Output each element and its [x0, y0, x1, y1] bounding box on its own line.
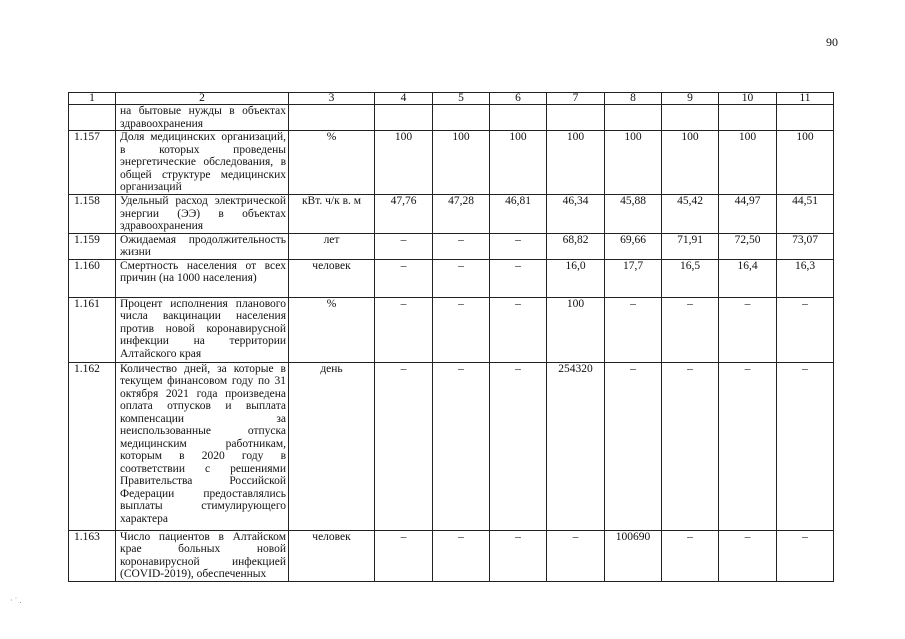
indicator-code [69, 105, 116, 131]
indicator-value-col-11 [777, 105, 834, 131]
indicator-value-col-8: 45,88 [605, 195, 662, 234]
column-header-10: 10 [719, 93, 777, 105]
indicator-unit: % [289, 297, 375, 362]
indicator-value-col-5: – [433, 259, 490, 297]
indicator-name: Количество дней, за которые в текущем финансовом году по 31 октября 2021 года произведена оплата отпусков и выплата компенсации за неиспользованные отпуска медицинским работникам, которым в 2020 году в соответствии с решениями Правительства Российской Федерации предоставлялись выплаты стимулирующего характера [116, 362, 289, 530]
indicator-name: Смертность населения от всех причин (на 1000 населения) [116, 259, 289, 297]
indicator-unit: % [289, 131, 375, 195]
indicator-value-col-9: 45,42 [662, 195, 719, 234]
indicator-table [68, 92, 834, 582]
column-header-8: 8 [605, 93, 662, 105]
indicator-unit: кВт. ч/к в. м [289, 195, 375, 234]
indicator-value-col-8: – [605, 297, 662, 362]
indicator-code: 1.162 [69, 362, 116, 530]
column-header-2: 2 [116, 93, 289, 105]
column-header-6: 6 [490, 93, 547, 105]
indicator-value-col-6: – [490, 233, 547, 259]
indicator-value-col-10: – [719, 530, 777, 581]
indicator-value-col-6: 100 [490, 131, 547, 195]
indicator-value-col-7: – [547, 530, 605, 581]
indicator-value-col-6: – [490, 297, 547, 362]
indicator-unit: человек [289, 530, 375, 581]
column-header-3: 3 [289, 93, 375, 105]
indicator-code: 1.159 [69, 233, 116, 259]
indicator-name: Процент исполнения планового числа вакцинации населения против новой коронавирусной инфекции на территории Алтайского края [116, 297, 289, 362]
table-row [69, 362, 834, 530]
table-body [69, 93, 834, 582]
indicator-value-col-11: – [777, 362, 834, 530]
indicator-value-col-9: 100 [662, 131, 719, 195]
indicator-value-col-10: – [719, 297, 777, 362]
indicator-value-col-9: – [662, 362, 719, 530]
indicator-value-col-9: – [662, 297, 719, 362]
table-row [69, 259, 834, 297]
indicator-value-col-8: 17,7 [605, 259, 662, 297]
indicator-value-col-5 [433, 105, 490, 131]
indicator-value-col-5: – [433, 362, 490, 530]
indicator-unit: день [289, 362, 375, 530]
indicator-value-col-10: 72,50 [719, 233, 777, 259]
column-header-1: 1 [69, 93, 116, 105]
indicator-unit: лет [289, 233, 375, 259]
indicator-value-col-4: – [375, 362, 433, 530]
indicator-code: 1.157 [69, 131, 116, 195]
indicator-unit: человек [289, 259, 375, 297]
indicator-value-col-4: – [375, 530, 433, 581]
indicator-value-col-11: – [777, 530, 834, 581]
indicator-value-col-7: 100 [547, 131, 605, 195]
indicator-value-col-4: 47,76 [375, 195, 433, 234]
table-row [69, 233, 834, 259]
indicator-value-col-6: – [490, 530, 547, 581]
indicator-value-col-4: 100 [375, 131, 433, 195]
indicator-value-col-8: 100 [605, 131, 662, 195]
indicator-value-col-9: 71,91 [662, 233, 719, 259]
indicator-value-col-11: – [777, 297, 834, 362]
scan-artifact-mark: · ˙ . [10, 596, 22, 605]
column-header-4: 4 [375, 93, 433, 105]
indicator-value-col-7 [547, 105, 605, 131]
indicator-value-col-5: – [433, 233, 490, 259]
table-row [69, 297, 834, 362]
indicator-value-col-4: – [375, 259, 433, 297]
indicator-code: 1.158 [69, 195, 116, 234]
indicator-value-col-9 [662, 105, 719, 131]
table-row [69, 530, 834, 581]
indicator-code: 1.161 [69, 297, 116, 362]
indicator-value-col-7: 254320 [547, 362, 605, 530]
table-header-row [69, 93, 834, 105]
indicator-name: Ожидаемая продолжительность жизни [116, 233, 289, 259]
indicator-value-col-7: 68,82 [547, 233, 605, 259]
indicator-value-col-8: – [605, 362, 662, 530]
indicator-value-col-5: – [433, 530, 490, 581]
indicator-value-col-4: – [375, 233, 433, 259]
indicator-value-col-4 [375, 105, 433, 131]
indicator-value-col-6: – [490, 259, 547, 297]
indicator-value-col-5: 47,28 [433, 195, 490, 234]
indicator-value-col-6: 46,81 [490, 195, 547, 234]
page-number: 90 [826, 35, 838, 49]
indicator-value-col-10: – [719, 362, 777, 530]
indicator-value-col-7: 16,0 [547, 259, 605, 297]
column-header-9: 9 [662, 93, 719, 105]
indicator-value-col-5: 100 [433, 131, 490, 195]
indicator-value-col-6: – [490, 362, 547, 530]
indicator-code: 1.163 [69, 530, 116, 581]
indicator-value-col-10 [719, 105, 777, 131]
table-row [69, 195, 834, 234]
indicator-value-col-5: – [433, 297, 490, 362]
indicator-value-col-8 [605, 105, 662, 131]
indicator-value-col-9: 16,5 [662, 259, 719, 297]
indicator-value-col-7: 46,34 [547, 195, 605, 234]
indicator-value-col-9: – [662, 530, 719, 581]
indicator-value-col-4: – [375, 297, 433, 362]
indicator-name: Доля медицинских организаций, в которых проведены энергетические обследования, в общей структуре медицинских организаций [116, 131, 289, 195]
indicator-name: Число пациентов в Алтайском крае больных новой коронавирусной инфекцией (COVID-2019), обеспеченных [116, 530, 289, 581]
column-header-11: 11 [777, 93, 834, 105]
indicator-value-col-10: 100 [719, 131, 777, 195]
indicator-value-col-11: 44,51 [777, 195, 834, 234]
indicator-code: 1.160 [69, 259, 116, 297]
indicator-name: Удельный расход электрической энергии (ЭЭ) в объектах здравоохранения [116, 195, 289, 234]
indicator-value-col-11: 100 [777, 131, 834, 195]
indicator-value-col-8: 69,66 [605, 233, 662, 259]
table-row [69, 105, 834, 131]
column-header-7: 7 [547, 93, 605, 105]
indicator-value-col-10: 16,4 [719, 259, 777, 297]
indicator-value-col-11: 16,3 [777, 259, 834, 297]
indicator-value-col-6 [490, 105, 547, 131]
indicator-value-col-8: 100690 [605, 530, 662, 581]
indicator-value-col-11: 73,07 [777, 233, 834, 259]
indicator-value-col-10: 44,97 [719, 195, 777, 234]
column-header-5: 5 [433, 93, 490, 105]
table-row [69, 131, 834, 195]
indicator-name: на бытовые нужды в объектах здравоохранения [116, 105, 289, 131]
indicator-value-col-7: 100 [547, 297, 605, 362]
indicator-unit [289, 105, 375, 131]
